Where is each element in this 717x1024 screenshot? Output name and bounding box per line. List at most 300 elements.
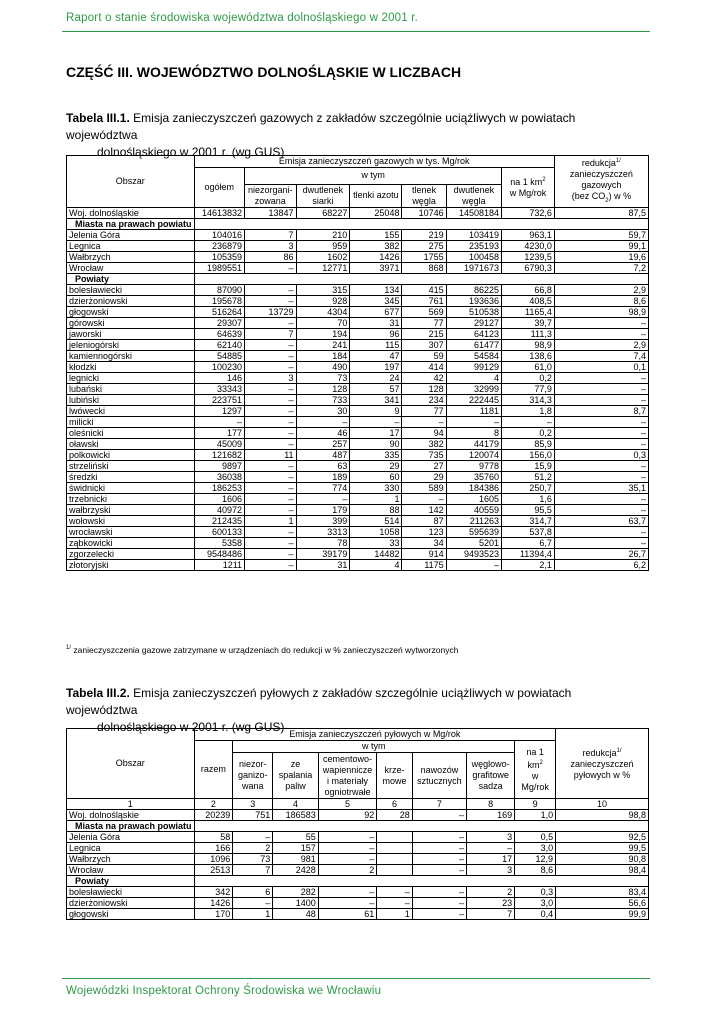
cell-value: 2: [233, 843, 273, 854]
row-label: wołowski: [67, 515, 195, 526]
cell-value: 13729: [245, 306, 296, 317]
table2-caption-line1: Emisja zanieczyszczeń pyłowych z zakładów szczególnie uciążliwych w powiatach województwa: [66, 686, 572, 717]
cell-value: 128: [296, 383, 350, 394]
cell-value: –: [245, 438, 296, 449]
cell-value: 155: [350, 229, 402, 240]
footnote-sup: 1/: [66, 645, 72, 652]
row-label: milicki: [67, 416, 195, 427]
cell-value: 98,4: [556, 865, 649, 876]
cell-value: –: [245, 526, 296, 537]
cell-value: 959: [296, 240, 350, 251]
t2-red-1: redukcja: [582, 748, 617, 758]
cell-value: 96: [350, 328, 402, 339]
cell-value: –: [412, 887, 466, 898]
cell-value: 490: [296, 361, 350, 372]
table-row: [67, 317, 649, 328]
cell-value: 63,7: [554, 515, 648, 526]
row-label: lubiński: [67, 394, 195, 405]
table2-header-reduction: [556, 729, 649, 799]
cell-value: 1400: [273, 898, 318, 909]
table2: [66, 728, 649, 920]
cell-value: 0,1: [554, 361, 648, 372]
cell-value: 90: [350, 438, 402, 449]
cell-value: 58: [194, 832, 233, 843]
table-row: [67, 438, 649, 449]
cell-value: 68227: [296, 207, 350, 218]
table-row: [67, 449, 649, 460]
row-label: wrocławski: [67, 526, 195, 537]
cell-value: 7: [245, 328, 296, 339]
t2-perkm-sup: 2: [539, 759, 543, 766]
cell-value: 3: [467, 865, 515, 876]
footer-rule: [62, 978, 650, 979]
cell-value: –: [412, 832, 466, 843]
cell-value: 77: [402, 405, 446, 416]
cell-value: 26,7: [554, 548, 648, 559]
cell-value: 307: [402, 339, 446, 350]
row-label: Legnica: [67, 843, 195, 854]
table-row: [67, 383, 649, 394]
cell-value: 184: [296, 350, 350, 361]
table-row: [67, 460, 649, 471]
cell-value: 105359: [194, 251, 245, 262]
cell-value: –: [245, 559, 296, 570]
table-row: [67, 361, 649, 372]
table1-header-col: dwutlenek siarki: [296, 184, 350, 207]
cell-value: –: [245, 493, 296, 504]
table-row: [67, 306, 649, 317]
cell-value: 115: [350, 339, 402, 350]
section-row: [67, 273, 649, 284]
table2-header-perkm: [515, 741, 556, 799]
section-title: Miasta na prawach powiatu: [67, 821, 195, 832]
cell-value: –: [245, 405, 296, 416]
cell-value: 61477: [446, 339, 501, 350]
row-label: strzeliński: [67, 460, 195, 471]
row-label: średzki: [67, 471, 195, 482]
cell-value: [377, 832, 413, 843]
cell-value: –: [554, 460, 648, 471]
cell-value: 146: [194, 372, 245, 383]
cell-value: 73: [233, 854, 273, 865]
row-label: zgorzelecki: [67, 548, 195, 559]
cell-value: 83,4: [556, 887, 649, 898]
table-row: [67, 887, 649, 898]
cell-value: 6: [233, 887, 273, 898]
cell-value: 77: [402, 317, 446, 328]
cell-value: 47: [350, 350, 402, 361]
section-row: [67, 821, 649, 832]
cell-value: 170: [194, 909, 233, 920]
table1-caption-line2: dolnośląskiego w 2001 r. (wg GUS): [97, 145, 285, 159]
cell-value: 516264: [194, 306, 245, 317]
t1-red-4: ) w %: [608, 191, 632, 201]
column-number-row: [67, 799, 649, 810]
cell-value: 98,9: [554, 306, 648, 317]
row-label: Woj. dolnośląskie: [67, 810, 195, 821]
cell-value: 197: [350, 361, 402, 372]
table-row: [67, 548, 649, 559]
column-number: 4: [273, 799, 318, 810]
cell-value: –: [412, 909, 466, 920]
cell-value: –: [377, 898, 413, 909]
cell-value: –: [296, 493, 350, 504]
cell-value: 15,9: [502, 460, 555, 471]
table-row: [67, 854, 649, 865]
t1-red-2: zanieczyszczeń gazowych: [569, 169, 633, 190]
cell-value: 142: [402, 504, 446, 515]
cell-value: 64639: [194, 328, 245, 339]
cell-value: 257: [296, 438, 350, 449]
cell-value: 4304: [296, 306, 350, 317]
cell-value: [377, 854, 413, 865]
cell-value: 382: [402, 438, 446, 449]
cell-value: 29127: [446, 317, 501, 328]
cell-value: 9548486: [194, 548, 245, 559]
t1-perkm-2: w Mg/rok: [509, 188, 547, 199]
cell-value: 1755: [402, 251, 446, 262]
cell-value: –: [245, 262, 296, 273]
row-label: złotoryjski: [67, 559, 195, 570]
cell-value: 40559: [446, 504, 501, 515]
cell-value: 774: [296, 482, 350, 493]
cell-value: 3,0: [515, 898, 556, 909]
row-label: legnicki: [67, 372, 195, 383]
cell-value: 30: [296, 405, 350, 416]
cell-value: 29307: [194, 317, 245, 328]
cell-value: 0,3: [554, 449, 648, 460]
cell-value: 12771: [296, 262, 350, 273]
cell-value: 6,7: [502, 537, 555, 548]
cell-value: 39179: [296, 548, 350, 559]
cell-value: 98,9: [502, 339, 555, 350]
row-label: jaworski: [67, 328, 195, 339]
cell-value: –: [318, 832, 377, 843]
cell-value: 66,8: [502, 284, 555, 295]
cell-value: 981: [273, 854, 318, 865]
cell-value: 48: [273, 909, 318, 920]
cell-value: 39,7: [502, 317, 555, 328]
table-row: [67, 843, 649, 854]
table-row: [67, 240, 649, 251]
cell-value: 13847: [245, 207, 296, 218]
cell-value: 42: [402, 372, 446, 383]
section-spacer: [194, 876, 648, 887]
cell-value: 98,8: [556, 810, 649, 821]
cell-value: 314,3: [502, 394, 555, 405]
cell-value: 399: [296, 515, 350, 526]
table2-header-razem: razem: [194, 741, 233, 799]
cell-value: 415: [402, 284, 446, 295]
column-number: 3: [233, 799, 273, 810]
cell-value: 9897: [194, 460, 245, 471]
cell-value: 315: [296, 284, 350, 295]
cell-value: –: [245, 427, 296, 438]
cell-value: 157: [273, 843, 318, 854]
cell-value: 14482: [350, 548, 402, 559]
cell-value: 1,0: [515, 810, 556, 821]
cell-value: 184386: [446, 482, 501, 493]
cell-value: 0,5: [515, 832, 556, 843]
table-row: [67, 251, 649, 262]
row-label: bolesławiecki: [67, 887, 195, 898]
cell-value: 86: [245, 251, 296, 262]
row-label: Woj. dolnośląskie: [67, 207, 195, 218]
cell-value: 35760: [446, 471, 501, 482]
table-row: [67, 284, 649, 295]
t1-perkm-1: na 1 km: [510, 177, 543, 188]
cell-value: –: [554, 383, 648, 394]
cell-value: 335: [350, 449, 402, 460]
cell-value: 87: [402, 515, 446, 526]
cell-value: –: [350, 416, 402, 427]
cell-value: 19,6: [554, 251, 648, 262]
cell-value: –: [554, 372, 648, 383]
table-row: [67, 328, 649, 339]
table2-header-col: nawozów sztucznych: [412, 753, 466, 799]
cell-value: 2: [318, 865, 377, 876]
cell-value: –: [245, 295, 296, 306]
cell-value: 87090: [194, 284, 245, 295]
table-row: [67, 559, 649, 570]
cell-value: 31: [350, 317, 402, 328]
cell-value: 735: [402, 449, 446, 460]
cell-value: 78: [296, 537, 350, 548]
cell-value: 95,5: [502, 504, 555, 515]
cell-value: 88: [350, 504, 402, 515]
cell-value: –: [402, 416, 446, 427]
table1: [66, 155, 649, 571]
cell-value: –: [554, 328, 648, 339]
cell-value: 20239: [194, 810, 233, 821]
cell-value: 963,1: [502, 229, 555, 240]
table1-header-wtym: w tym: [245, 168, 502, 185]
cell-value: 186583: [273, 810, 318, 821]
cell-value: –: [554, 537, 648, 548]
table1-header-ogolem: ogółem: [194, 168, 245, 208]
cell-value: 103419: [446, 229, 501, 240]
table-row: [67, 898, 649, 909]
cell-value: 92,5: [556, 832, 649, 843]
cell-value: 9: [350, 405, 402, 416]
cell-value: 64123: [446, 328, 501, 339]
cell-value: 33343: [194, 383, 245, 394]
cell-value: 28: [377, 810, 413, 821]
cell-value: 2,9: [554, 339, 648, 350]
part-title: CZĘŚĆ III. WOJEWÓDZTWO DOLNOŚLĄSKIE W LICZBACH: [66, 64, 462, 80]
column-number: 8: [467, 799, 515, 810]
table-row: [67, 295, 649, 306]
cell-value: –: [318, 843, 377, 854]
footnote-text: zanieczyszczenia gazowe zatrzymane w urządzeniach do redukcji w % zanieczyszczeń wytworzonych: [73, 645, 459, 655]
cell-value: 241: [296, 339, 350, 350]
cell-value: 179: [296, 504, 350, 515]
row-label: Legnica: [67, 240, 195, 251]
cell-value: 8,6: [554, 295, 648, 306]
t2-perkm-2: km: [527, 759, 540, 770]
table1-label: Tabela III.1.: [66, 111, 130, 125]
cell-value: –: [412, 843, 466, 854]
cell-value: 223751: [194, 394, 245, 405]
cell-value: 1602: [296, 251, 350, 262]
cell-value: 3: [245, 372, 296, 383]
cell-value: 23: [467, 898, 515, 909]
cell-value: 166: [194, 843, 233, 854]
cell-value: 7,4: [554, 350, 648, 361]
cell-value: 1058: [350, 526, 402, 537]
cell-value: 345: [350, 295, 402, 306]
cell-value: 70: [296, 317, 350, 328]
cell-value: 128: [402, 383, 446, 394]
table-row: [67, 405, 649, 416]
table2-header-wtym: w tym: [233, 741, 515, 753]
cell-value: –: [446, 416, 501, 427]
table-row: [67, 262, 649, 273]
cell-value: 1239,5: [502, 251, 555, 262]
cell-value: 250,7: [502, 482, 555, 493]
cell-value: 5201: [446, 537, 501, 548]
cell-value: 1606: [194, 493, 245, 504]
cell-value: 9778: [446, 460, 501, 471]
cell-value: 32999: [446, 383, 501, 394]
cell-value: 100458: [446, 251, 501, 262]
cell-value: –: [245, 284, 296, 295]
cell-value: 55: [273, 832, 318, 843]
row-label: górowski: [67, 317, 195, 328]
cell-value: –: [245, 317, 296, 328]
row-label: ząbkowicki: [67, 537, 195, 548]
cell-value: –: [245, 383, 296, 394]
cell-value: 212435: [194, 515, 245, 526]
cell-value: 1,8: [502, 405, 555, 416]
table-row: [67, 482, 649, 493]
cell-value: 34: [402, 537, 446, 548]
cell-value: 63: [296, 460, 350, 471]
column-number: 7: [412, 799, 466, 810]
cell-value: 7: [467, 909, 515, 920]
table1-caption: [66, 110, 646, 161]
cell-value: 8,6: [515, 865, 556, 876]
row-label: lubański: [67, 383, 195, 394]
table2-header-col: krze-mowe: [377, 753, 413, 799]
row-label: trzebnicki: [67, 493, 195, 504]
cell-value: 25048: [350, 207, 402, 218]
cell-value: 3: [245, 240, 296, 251]
t1-red-3: (bez CO: [571, 191, 606, 201]
cell-value: –: [467, 843, 515, 854]
cell-value: –: [554, 317, 648, 328]
cell-value: 90,8: [556, 854, 649, 865]
cell-value: 236879: [194, 240, 245, 251]
cell-value: 99129: [446, 361, 501, 372]
row-label: kamiennogórski: [67, 350, 195, 361]
cell-value: 8,7: [554, 405, 648, 416]
row-label: Jelenia Góra: [67, 832, 195, 843]
cell-value: 7: [233, 865, 273, 876]
cell-value: 3: [467, 832, 515, 843]
cell-value: 134: [350, 284, 402, 295]
table-row: [67, 909, 649, 920]
cell-value: 169: [467, 810, 515, 821]
cell-value: 94: [402, 427, 446, 438]
cell-value: 8: [446, 427, 501, 438]
cell-value: 600133: [194, 526, 245, 537]
table1-header-col: niezorgani-zowana: [245, 184, 296, 207]
table1-header-col: dwutlenek węgla: [446, 184, 501, 207]
cell-value: 1297: [194, 405, 245, 416]
cell-value: 156,0: [502, 449, 555, 460]
cell-value: 120074: [446, 449, 501, 460]
cell-value: –: [554, 471, 648, 482]
header-rule: [62, 31, 650, 32]
cell-value: 868: [402, 262, 446, 273]
cell-value: 4230,0: [502, 240, 555, 251]
row-label: bolesławiecki: [67, 284, 195, 295]
cell-value: 0,2: [502, 427, 555, 438]
row-label: Wałbrzych: [67, 251, 195, 262]
cell-value: –: [296, 416, 350, 427]
cell-value: 210: [296, 229, 350, 240]
cell-value: 17: [350, 427, 402, 438]
cell-value: 9493523: [446, 548, 501, 559]
cell-value: 1426: [194, 898, 233, 909]
cell-value: 732,6: [502, 207, 555, 218]
section-row: [67, 218, 649, 229]
cell-value: –: [245, 350, 296, 361]
row-label: dzierżoniowski: [67, 898, 195, 909]
cell-value: –: [245, 537, 296, 548]
table-row: [67, 537, 649, 548]
cell-value: 51,2: [502, 471, 555, 482]
cell-value: 62140: [194, 339, 245, 350]
table2-caption-line2: dolnośląskiego w 2001 r. (wg GUS): [97, 720, 285, 734]
cell-value: –: [502, 416, 555, 427]
row-label: Jelenia Góra: [67, 229, 195, 240]
table-row: [67, 229, 649, 240]
cell-value: 0,4: [515, 909, 556, 920]
t1-perkm-sup: 2: [542, 177, 546, 184]
column-number: 10: [556, 799, 649, 810]
cell-value: 414: [402, 361, 446, 372]
cell-value: –: [245, 361, 296, 372]
t2-red-sup: 1/: [616, 748, 622, 754]
cell-value: –: [412, 865, 466, 876]
t2-perkm-1: na 1: [526, 746, 544, 757]
cell-value: 408,5: [502, 295, 555, 306]
cell-value: 275: [402, 240, 446, 251]
cell-value: 12,9: [515, 854, 556, 865]
cell-value: 138,6: [502, 350, 555, 361]
page-header: Raport o stanie środowiska województwa dolnośląskiego w 2001 r.: [66, 12, 419, 24]
table-row: [67, 427, 649, 438]
column-number: 9: [515, 799, 556, 810]
cell-value: 6,2: [554, 559, 648, 570]
table2-label: Tabela III.2.: [66, 686, 130, 700]
cell-value: 123: [402, 526, 446, 537]
cell-value: 29: [402, 471, 446, 482]
cell-value: 7: [245, 229, 296, 240]
cell-value: 2,1: [502, 559, 555, 570]
row-label: głogowski: [67, 306, 195, 317]
cell-value: 1: [233, 909, 273, 920]
cell-value: 1211: [194, 559, 245, 570]
cell-value: 99,9: [556, 909, 649, 920]
row-label: oławski: [67, 438, 195, 449]
cell-value: 314,7: [502, 515, 555, 526]
cell-value: 73: [296, 372, 350, 383]
cell-value: 61,0: [502, 361, 555, 372]
cell-value: 31: [296, 559, 350, 570]
